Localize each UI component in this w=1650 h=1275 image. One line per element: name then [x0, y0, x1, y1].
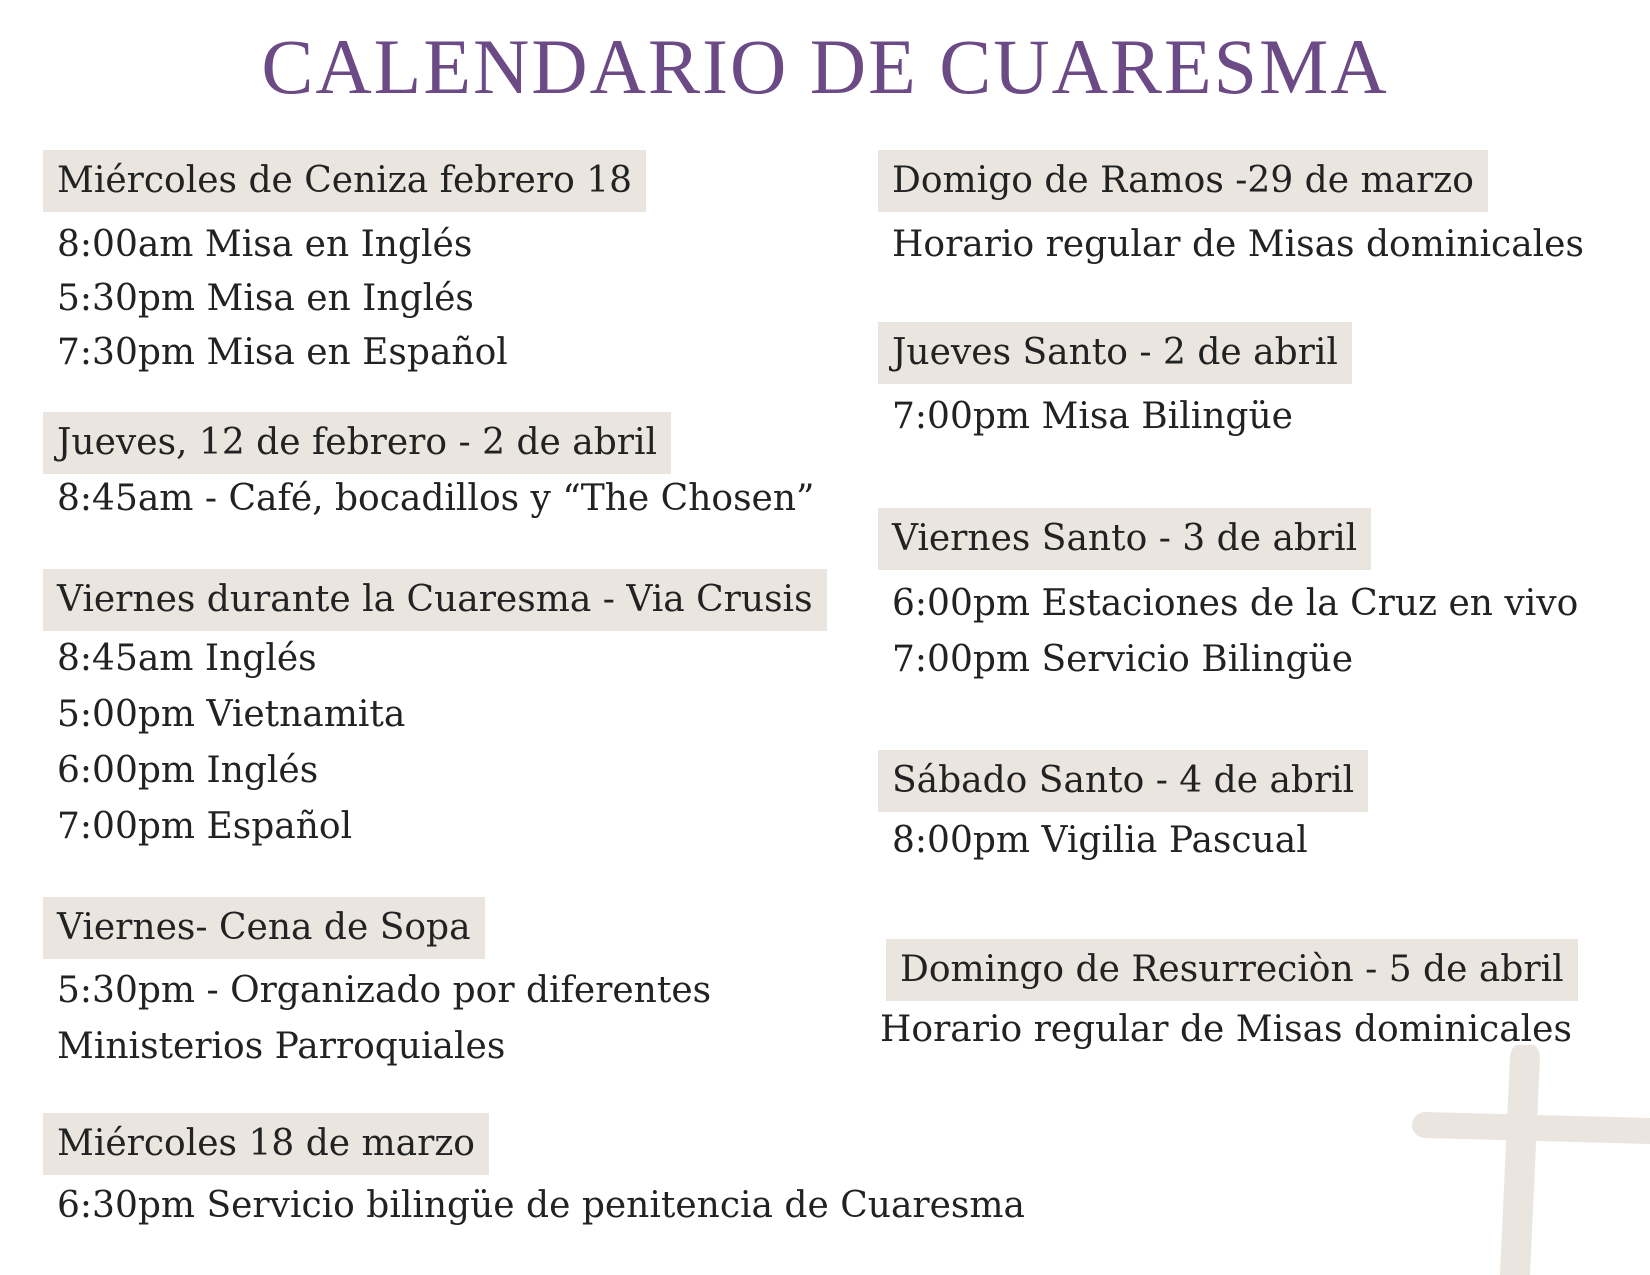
event-easter-sunday	[880, 939, 1578, 1057]
event-line: 8:00am Misa en Inglés	[57, 224, 473, 265]
event-header: Miércoles de Ceniza febrero 18	[43, 150, 646, 212]
event-line: 7:30pm Misa en Español	[57, 332, 508, 373]
event-holy-thursday	[878, 322, 1352, 444]
event-holy-saturday	[878, 750, 1368, 868]
event-header: Domingo de Resurreciòn - 5 de abril	[886, 939, 1578, 1001]
event-penance-service	[43, 1113, 1025, 1233]
event-line: 6:00pm Inglés	[57, 750, 319, 791]
event-line: 8:45am Inglés	[57, 638, 317, 679]
event-line: Horario regular de Misas dominicales	[892, 224, 1584, 265]
event-header: Jueves, 12 de febrero - 2 de abril	[43, 412, 671, 474]
event-header: Viernes- Cena de Sopa	[43, 897, 485, 959]
event-line: 5:30pm Misa en Inglés	[57, 278, 474, 319]
event-thursdays	[43, 412, 814, 526]
event-line: 5:00pm Vietnamita	[57, 694, 406, 735]
event-line: 8:00pm Vigilia Pascual	[892, 820, 1308, 861]
event-good-friday	[878, 508, 1578, 688]
event-line: 7:00pm Español	[57, 806, 353, 847]
event-line: Ministerios Parroquiales	[57, 1026, 506, 1067]
event-header: Domigo de Ramos -29 de marzo	[878, 150, 1488, 212]
event-soup-supper	[43, 897, 711, 1075]
event-line: 5:30pm - Organizado por diferentes	[57, 970, 712, 1011]
event-header: Sábado Santo - 4 de abril	[878, 750, 1368, 812]
event-header: Viernes Santo - 3 de abril	[878, 508, 1371, 570]
page-title: CALENDARIO DE CUARESMA	[261, 23, 1389, 110]
event-line: 8:45am - Café, bocadillos y “The Chosen”	[57, 478, 815, 519]
event-line: 6:00pm Estaciones de la Cruz en vivo	[892, 583, 1579, 624]
event-ash-wednesday	[43, 150, 646, 380]
event-line: Horario regular de Misas dominicales	[880, 1009, 1572, 1050]
event-line: 6:30pm Servicio bilingüe de penitencia de Cuaresma	[57, 1185, 1025, 1226]
event-header: Viernes durante la Cuaresma - Via Crusis	[43, 569, 827, 631]
event-lent-fridays	[43, 569, 827, 855]
event-header: Jueves Santo - 2 de abril	[878, 322, 1352, 384]
cross-icon	[1400, 1045, 1650, 1275]
event-palm-sunday	[878, 150, 1584, 272]
event-line: 7:00pm Misa Bilingüe	[892, 396, 1293, 437]
event-line: 7:00pm Servicio Bilingüe	[892, 639, 1354, 680]
event-header: Miércoles 18 de marzo	[43, 1113, 489, 1175]
